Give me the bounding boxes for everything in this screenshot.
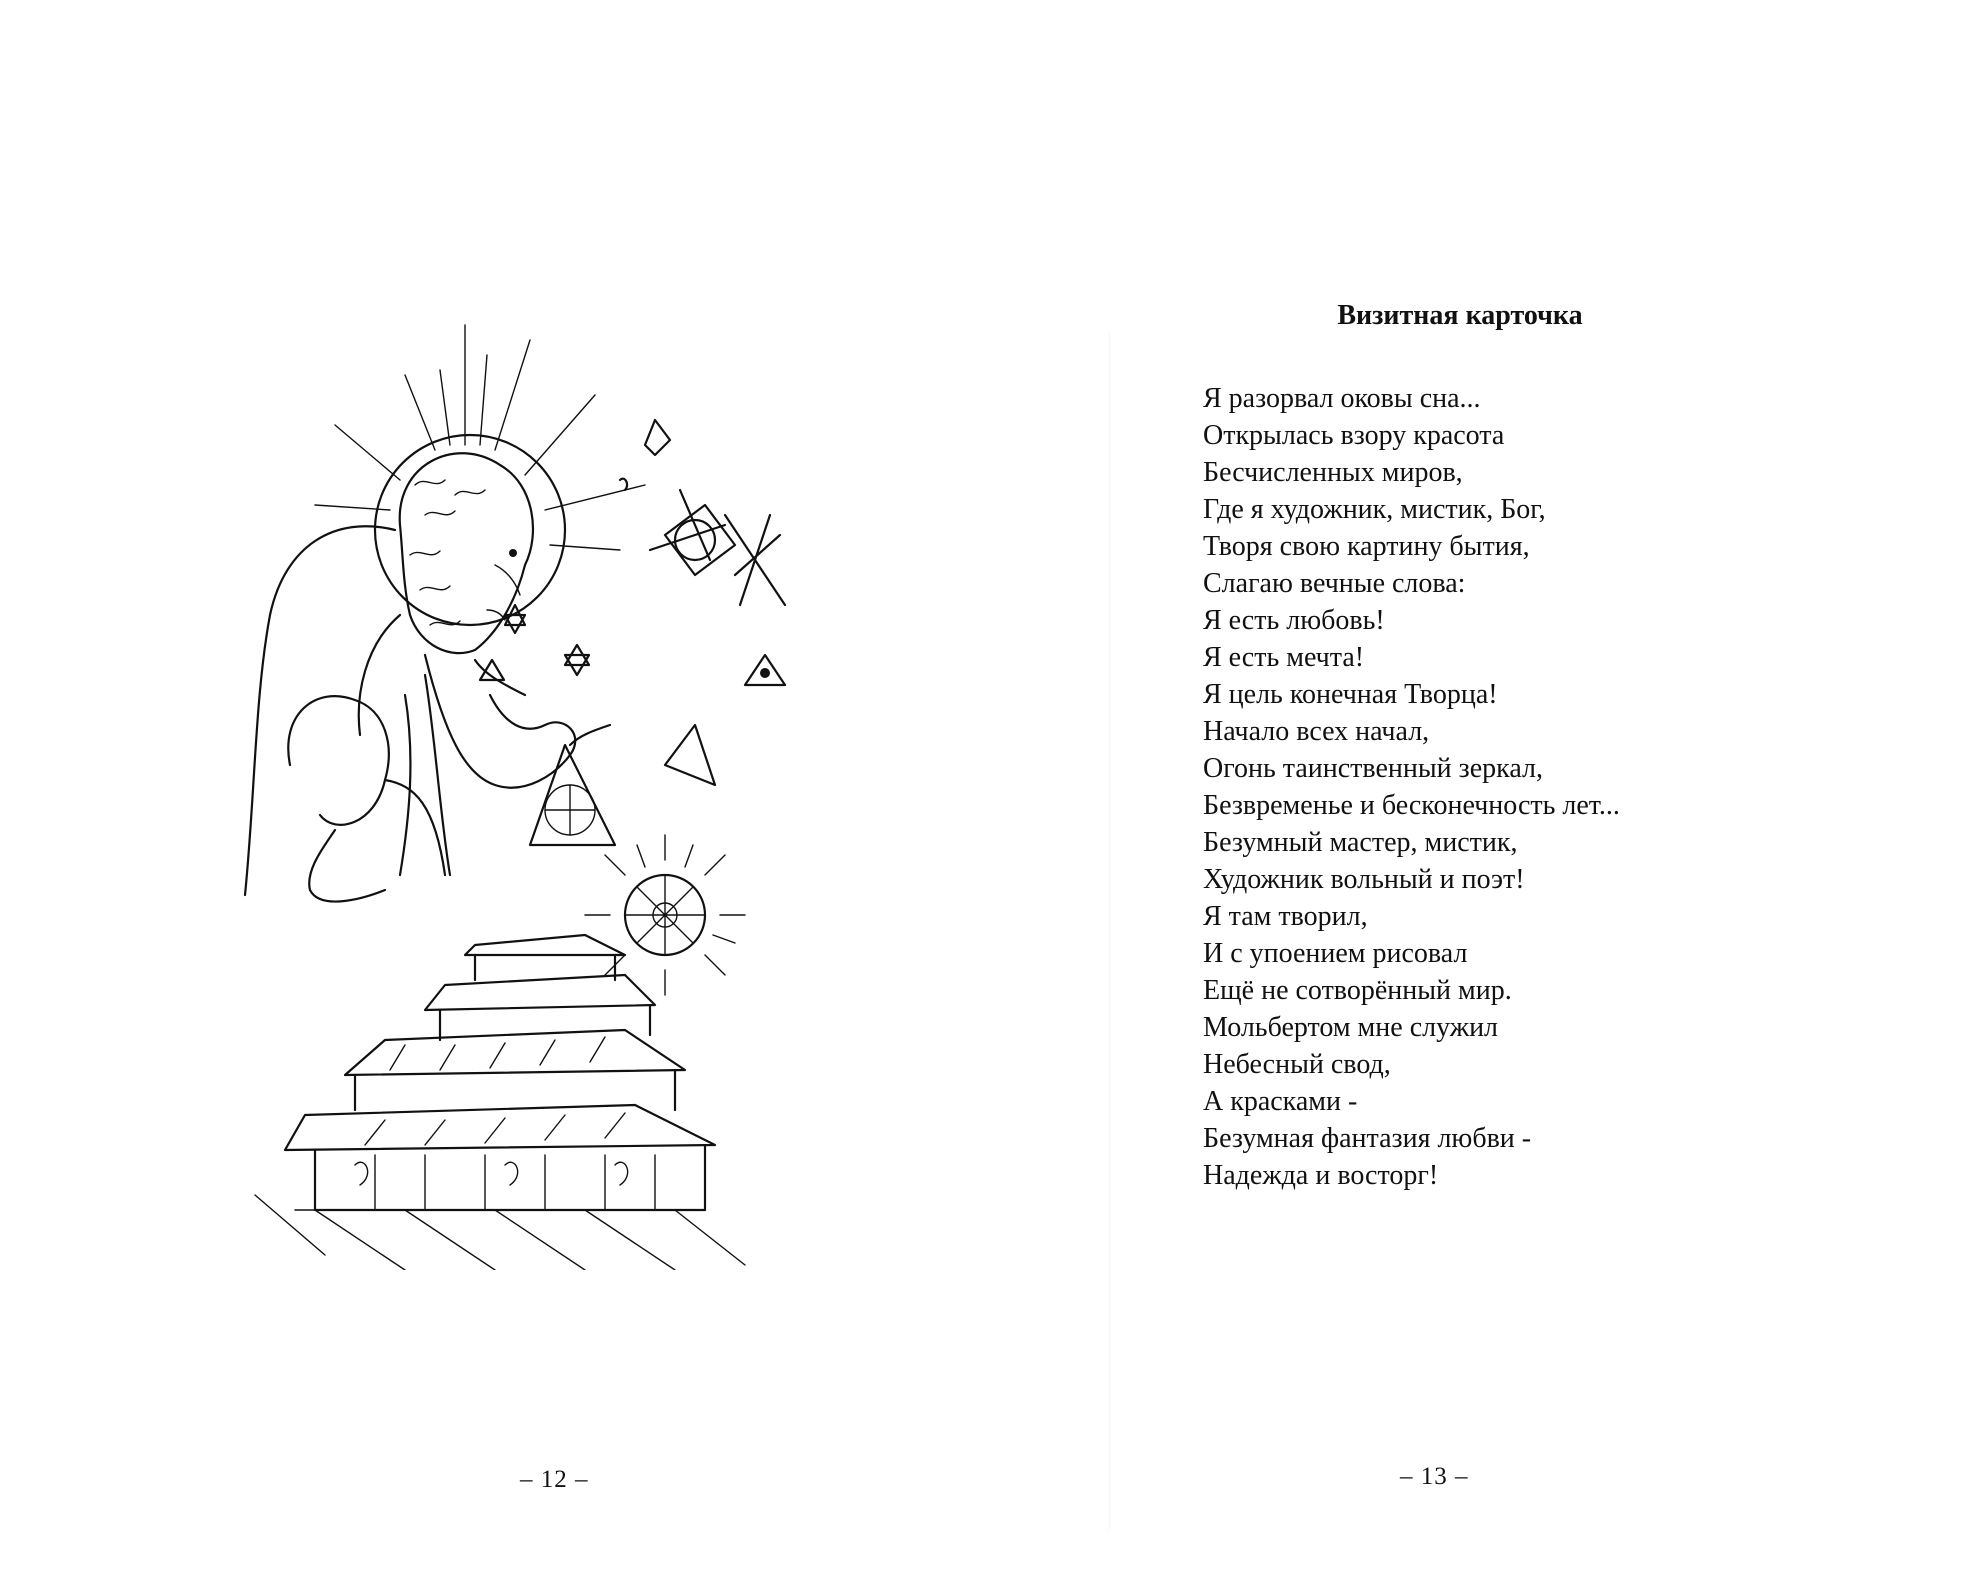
mandala-sun-icon (585, 835, 745, 995)
poem-line: Начало всех начал, (1203, 716, 1430, 747)
halo-rays (315, 325, 645, 550)
small-rune-icon (620, 420, 670, 490)
right-page-number: – 13 – (1400, 1463, 1469, 1490)
poem-line: И с упоением рисовал (1203, 938, 1468, 969)
poem-line: Где я художник, мистик, Бог, (1203, 494, 1546, 525)
poem-line: Слагаю вечные слова: (1203, 568, 1466, 599)
poem-line: Безумный мастер, мистик, (1203, 827, 1518, 858)
hexagram-icon (480, 605, 589, 680)
creator-illustration-icon (225, 315, 905, 1270)
poem-line: Мольбертом мне служил (1203, 1012, 1499, 1043)
rune-icon-2 (725, 515, 785, 605)
poem-line: Открылась взору красота (1203, 420, 1505, 451)
poem-line: А красками - (1203, 1086, 1358, 1117)
poem-title: Визитная карточка (1337, 300, 1583, 331)
poem-line: Я есть любовь! (1203, 605, 1385, 636)
poem-line: Творя свою картину бытия, (1203, 531, 1530, 562)
poem-line: Бесчисленных миров, (1203, 457, 1463, 488)
star-icon (650, 490, 735, 575)
halo (375, 435, 565, 625)
pagoda-icon (255, 935, 745, 1270)
poem-line: Огонь таинственный зеркал, (1203, 753, 1543, 784)
rune-icon (665, 725, 715, 785)
poem-line: Безумная фантазия любви - (1203, 1123, 1532, 1154)
poem-line: Художник вольный и поэт! (1203, 864, 1525, 895)
triangle-icon (530, 745, 615, 845)
poem-line: Я цель конечная Творца! (1203, 679, 1498, 710)
poem-line: Небесный свод, (1203, 1049, 1391, 1080)
poem-line: Я разорвал оковы сна... (1203, 383, 1481, 414)
poem-body (1203, 380, 1763, 1194)
poem-line: Я есть мечта! (1203, 642, 1365, 673)
poem-line: Надежда и восторг! (1203, 1160, 1439, 1191)
left-page-number: – 12 – (520, 1466, 589, 1493)
poem-line: Я там творил, (1203, 901, 1368, 932)
poem-line: Ещё не сотворённый мир. (1203, 975, 1512, 1006)
poem-line: Безвременье и бесконечность лет... (1203, 790, 1620, 821)
illustration-drawing (225, 315, 905, 1270)
